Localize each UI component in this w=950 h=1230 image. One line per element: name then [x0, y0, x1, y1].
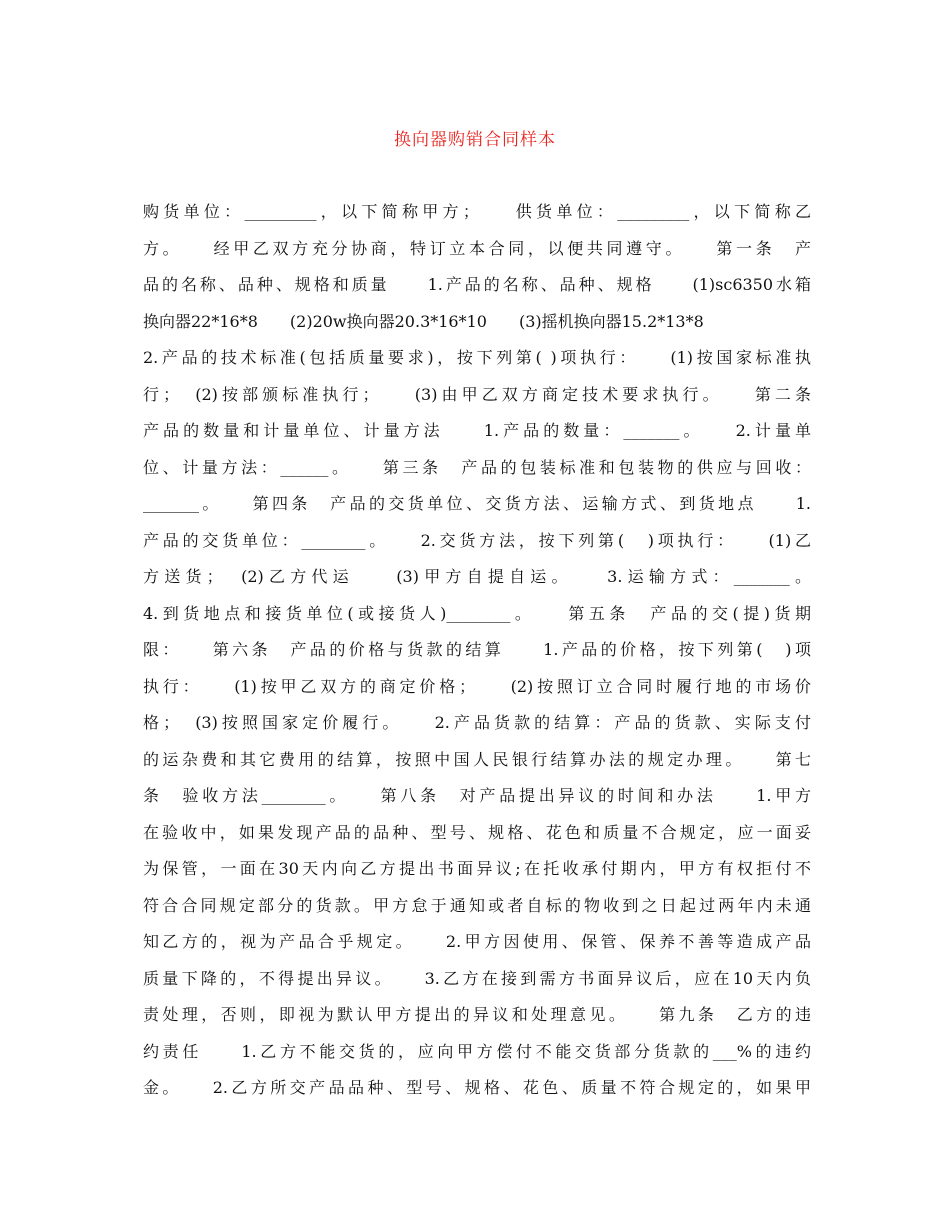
text-line: 责处理，否则，即视为默认甲方提出的异议和处理意见。 第九条 乙方的违: [143, 1005, 811, 1024]
text-line: 金。 2.乙方所交产品品种、型号、规格、花色、质量不符合规定的，如果甲: [143, 1078, 811, 1097]
document-title: 换向器购销合同样本: [394, 130, 556, 150]
text-line: 2.产品的技术标准(包括质量要求)，按下列第( )项执行： (1)按国家标准执: [143, 348, 811, 367]
text-line: 行； (2)按部颁标准执行； (3)由甲乙双方商定技术要求执行。 第二条: [143, 384, 811, 404]
text-line: 换向器22*16*8 (2)20w换向器20.3*16*10 (3)摇机换向器15.2*13*8: [143, 311, 704, 331]
text-line: _______。 第四条 产品的交货单位、交货方法、运输方式、到货地点 1.: [143, 494, 811, 513]
text-line: 约责任 1.乙方不能交货的，应向甲方偿付不能交货部分货款的___%的违约: [143, 1041, 811, 1061]
text-line: 方。 经甲乙双方充分协商，特订立本合同，以便共同遵守。 第一条 产: [143, 238, 811, 258]
text-line: 方送货； (2)乙方代运 (3)甲方自提自运。 3.运输方式：_______。: [143, 567, 811, 586]
text-line: 知乙方的，视为产品合乎规定。 2.甲方因使用、保管、保养不善等造成产品: [143, 932, 811, 951]
text-line: 条 验收方法________。 第八条 对产品提出异议的时间和办法 1.甲方: [143, 786, 811, 805]
text-line: 产品的交货单位：________。 2.交货方法，按下列第( )项执行： (1)乙: [143, 530, 811, 550]
text-line: 执行： (1)按甲乙双方的商定价格； (2)按照订立合同时履行地的市场价: [143, 676, 811, 696]
text-line: 在验收中，如果发现产品的品种、型号、规格、花色和质量不合规定，应一面妥: [143, 822, 811, 842]
text-line: 的运杂费和其它费用的结算，按照中国人民银行结算办法的规定办理。 第七: [143, 749, 811, 769]
text-line: 购货单位：_________，以下简称甲方； 供货单位：_________，以下简称乙: [143, 202, 811, 221]
text-line: 格； (3)按照国家定价履行。 2.产品货款的结算：产品的货款、实际支付: [143, 713, 811, 732]
text-line: 品的名称、品种、规格和质量 1.产品的名称、品种、规格 (1)sc6350水箱: [143, 275, 811, 294]
text-line: 位、计量方法：______。 第三条 产品的包装标准和包装物的供应与回收：: [143, 457, 811, 477]
text-line: 符合合同规定部分的货款。甲方怠于通知或者自标的物收到之日起过两年内未通: [143, 895, 811, 915]
text-line: 为保管，一面在30天内向乙方提出书面异议;在托收承付期内，甲方有权拒付不: [143, 859, 811, 878]
text-line: 限： 第六条 产品的价格与货款的结算 1.产品的价格，按下列第( )项: [143, 640, 811, 659]
contract-body: [143, 194, 811, 1107]
text-line: 质量下降的，不得提出异议。 3.乙方在接到需方书面异议后，应在10天内负: [143, 968, 811, 988]
text-line: 4.到货地点和接货单位(或接货人)________。 第五条 产品的交(提)货期: [143, 603, 811, 623]
text-line: 产品的数量和计量单位、计量方法 1.产品的数量：_______。 2.计量单: [143, 421, 811, 440]
